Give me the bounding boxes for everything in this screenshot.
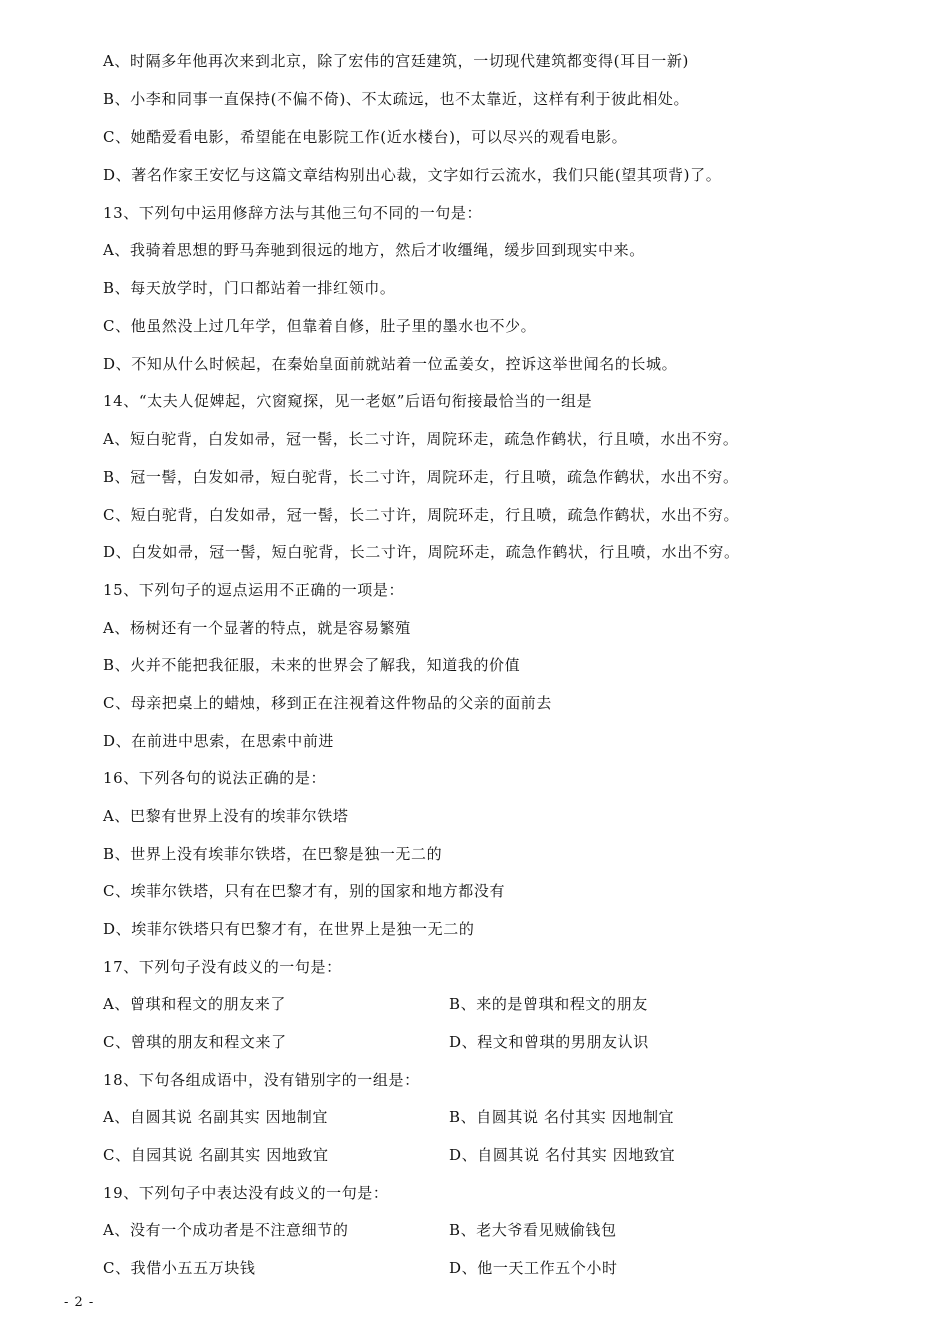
q12-option-d: D、著名作家王安忆与这篇文章结构别出心裁，文字如行云流水，我们只能(望其项背)了。 — [103, 166, 722, 184]
page-number: - 2 - — [64, 1295, 95, 1310]
q14-option-d: D、白发如帚，冠一髻，短白驼背，长二寸许，周院环走，疏急作鹤状，行且喷，水出不穷。 — [103, 543, 740, 561]
q19-option-a: A、没有一个成功者是不注意细节的 — [103, 1221, 349, 1239]
q14-option-c: C、短白驼背，白发如帚，冠一髻，长二寸许，周院环走，行且喷，疏急作鹤状，水出不穷。 — [103, 506, 740, 524]
q13-option-c: C、他虽然没上过几年学，但靠着自修，肚子里的墨水也不少。 — [103, 317, 537, 335]
q13-title: 13、下列句中运用修辞方法与其他三句不同的一句是： — [103, 204, 483, 222]
q15-option-b: B、火并不能把我征服，未来的世界会了解我，知道我的价值 — [103, 656, 521, 674]
q17-options-row-2 — [103, 1030, 903, 1054]
q19-options-row-1 — [103, 1218, 903, 1242]
q14-option-a: A、短白驼背，白发如帚，冠一髻，长二寸许，周院环走，疏急作鹤状，行且喷，水出不穷。 — [103, 430, 739, 448]
q12-option-a: A、时隔多年他再次来到北京，除了宏伟的宫廷建筑，一切现代建筑都变得(耳目一新) — [103, 52, 689, 70]
q16-option-b: B、世界上没有埃菲尔铁塔，在巴黎是独一无二的 — [103, 845, 443, 863]
q14-title: 14、“太夫人促婢起，穴窗窥探，见一老妪”后语句衔接最恰当的一组是 — [103, 392, 593, 410]
q17-option-b: B、来的是曾琪和程文的朋友 — [449, 995, 648, 1013]
q16-option-c: C、埃菲尔铁塔，只有在巴黎才有，别的国家和地方都没有 — [103, 882, 506, 900]
q18-option-a: A、自圆其说 名副其实 因地制宜 — [103, 1108, 328, 1126]
q16-option-a: A、巴黎有世界上没有的埃菲尔铁塔 — [103, 807, 349, 825]
q18-option-d: D、自圆其说 名付其实 因地致宜 — [449, 1146, 676, 1164]
q17-option-d: D、程文和曾琪的男朋友认识 — [449, 1033, 649, 1051]
q13-option-b: B、每天放学时，门口都站着一排红领巾。 — [103, 279, 396, 297]
q15-option-a: A、杨树还有一个显著的特点，就是容易繁殖 — [103, 619, 411, 637]
q19-option-c: C、我借小五五万块钱 — [103, 1259, 256, 1277]
q15-option-c: C、母亲把桌上的蜡烛，移到正在注视着这件物品的父亲的面前去 — [103, 694, 552, 712]
q19-option-d: D、他一天工作五个小时 — [449, 1259, 618, 1277]
q16-title: 16、下列各句的说法正确的是： — [103, 769, 327, 787]
q12-option-c: C、她酷爱看电影，希望能在电影院工作(近水楼台)，可以尽兴的观看电影。 — [103, 128, 628, 146]
q18-options-row-1 — [103, 1105, 903, 1129]
q15-option-d: D、在前进中思索，在思索中前进 — [103, 732, 335, 750]
q15-title: 15、下列句子的逗点运用不正确的一项是： — [103, 581, 405, 599]
q18-options-row-2 — [103, 1143, 903, 1167]
q17-options-row-1 — [103, 992, 903, 1016]
q18-option-c: C、自园其说 名副其实 因地致宜 — [103, 1146, 329, 1164]
q13-option-d: D、不知从什么时候起，在秦始皇面前就站着一位孟姜女，控诉这举世闻名的长城。 — [103, 355, 678, 373]
q17-option-a: A、曾琪和程文的朋友来了 — [103, 995, 287, 1013]
q19-options-row-2 — [103, 1256, 903, 1280]
q19-option-b: B、老大爷看见贼偷钱包 — [449, 1221, 617, 1239]
q14-option-b: B、冠一髻，白发如帚，短白驼背，长二寸许，周院环走，行且喷，疏急作鹤状，水出不穷。 — [103, 468, 739, 486]
q12-option-b: B、小李和同事一直保持(不偏不倚)、不太疏远，也不太靠近，这样有利于彼此相处。 — [103, 90, 690, 108]
q16-option-d: D、埃菲尔铁塔只有巴黎才有，在世界上是独一无二的 — [103, 920, 475, 938]
q17-title: 17、下列句子没有歧义的一句是： — [103, 958, 342, 976]
q18-title: 18、下句各组成语中，没有错别字的一组是： — [103, 1071, 420, 1089]
q19-title: 19、下列句子中表达没有歧义的一句是： — [103, 1184, 389, 1202]
q13-option-a: A、我骑着思想的野马奔驰到很远的地方，然后才收缰绳，缓步回到现实中来。 — [103, 241, 645, 259]
q17-option-c: C、曾琪的朋友和程文来了 — [103, 1033, 287, 1051]
q18-option-b: B、自圆其说 名付其实 因地制宜 — [449, 1108, 675, 1126]
